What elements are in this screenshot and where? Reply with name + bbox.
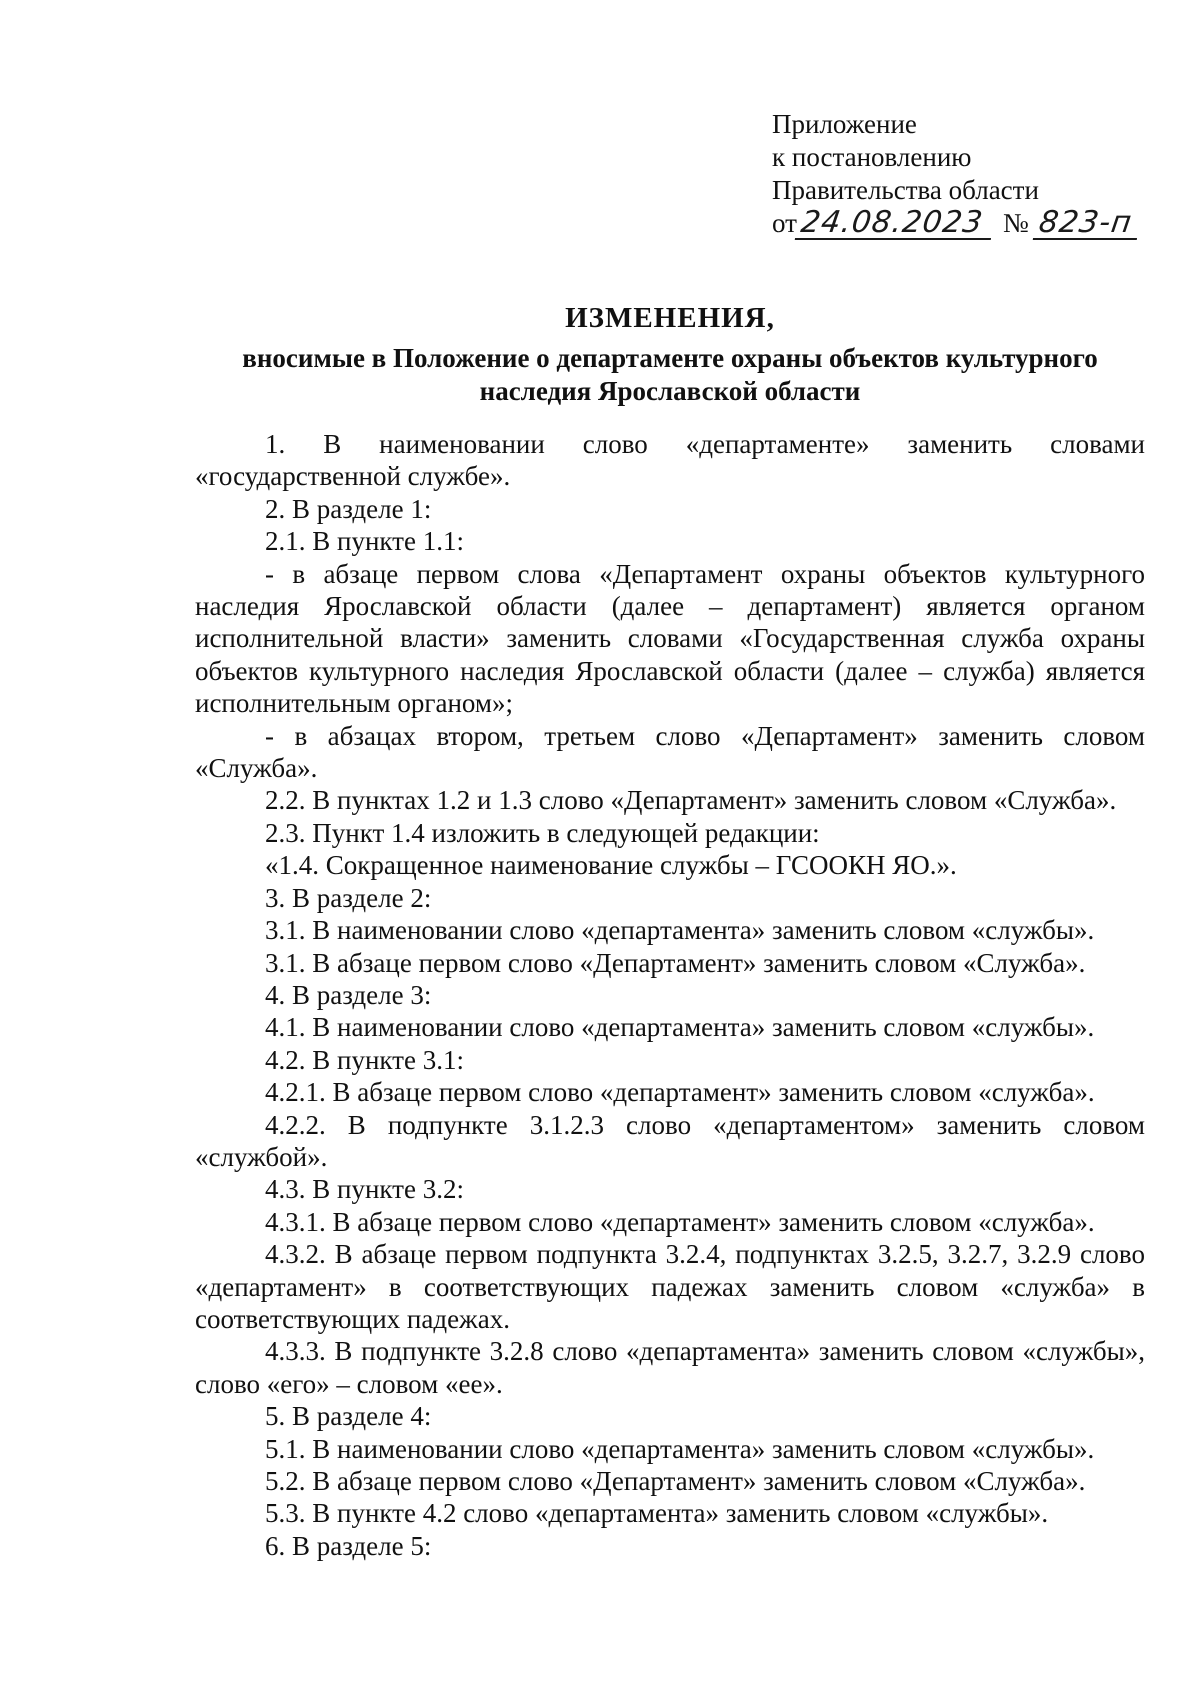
paragraph: 2.1. В пункте 1.1:	[265, 526, 464, 557]
date-prefix: от	[772, 208, 797, 238]
appendix-header	[772, 108, 1139, 240]
paragraph: 3.1. В наименовании слово «департамента» заменить словом «службы».	[265, 915, 1095, 946]
title-main: ИЗМЕНЕНИЯ,	[565, 302, 775, 334]
paragraph: 4.3.1. В абзаце первом слово «департамент» заменить словом «служба».	[265, 1206, 1095, 1237]
paragraph: 1. В наименовании слово «департаменте» заменить словами «государственной службе».	[195, 429, 1145, 492]
paragraph: - в абзаце первом слова «Департамент охраны объектов культурного наследия Ярославской области (далее – департамент) является органом исполнительной власти» заменить словами «Государственная служба охраны объектов культурного наследия Ярославской области (далее – служба) является исполнительным органом»;	[195, 558, 1145, 719]
appendix-resolution-ref: к постановлению	[772, 142, 972, 172]
paragraph: 4.1. В наименовании слово «департамента» заменить словом «службы».	[265, 1012, 1095, 1043]
paragraph: 4. В разделе 3:	[265, 979, 432, 1010]
paragraph: 5.2. В абзаце первом слово «Департамент» заменить словом «Служба».	[265, 1466, 1086, 1496]
paragraph: 4.2.1. В абзаце первом слово «департамент» заменить словом «служба».	[265, 1077, 1095, 1108]
paragraph: 4.3. В пункте 3.2:	[265, 1174, 464, 1205]
handwritten-date: 24.08.2023	[795, 208, 995, 240]
appendix-government-ref: Правительства области	[772, 175, 1039, 205]
document-body	[195, 428, 1145, 1562]
paragraph: 4.2. В пункте 3.1:	[265, 1044, 464, 1075]
paragraph: 2. В разделе 1:	[265, 493, 432, 524]
appendix-label: Приложение	[772, 109, 917, 139]
handwritten-number: 823-п	[1032, 208, 1140, 240]
appendix-date-line	[772, 207, 1139, 240]
paragraph: 3.1. В абзаце первом слово «Департамент» заменить словом «Служба».	[265, 947, 1086, 978]
paragraph: «1.4. Сокращенное наименование службы – ГСООКН ЯО.».	[265, 850, 957, 881]
paragraph: 5.1. В наименовании слово «департамента» заменить словом «службы».	[265, 1433, 1095, 1464]
paragraph: 4.2.2. В подпункте 3.1.2.3 слово «департаментом» заменить словом «службой».	[195, 1109, 1145, 1172]
paragraph: 5.3. В пункте 4.2 слово «департамента» заменить словом «службы».	[265, 1498, 1049, 1529]
paragraph: 4.3.3. В подпункте 3.2.8 слово «департамента» заменить словом «службы», слово «его» – словом «ее».	[195, 1336, 1145, 1399]
paragraph: 5. В разделе 4:	[265, 1401, 432, 1432]
paragraph: 2.2. В пунктах 1.2 и 1.3 слово «Департамент» заменить словом «Служба».	[265, 785, 1117, 816]
paragraph: 3. В разделе 2:	[265, 882, 432, 913]
paragraph: 4.3.2. В абзаце первом подпункта 3.2.4, подпунктах 3.2.5, 3.2.7, 3.2.9 слово «департамент» в соответствующих падежах заменить словом «служба» в соответствующих падежах.	[195, 1239, 1145, 1334]
paragraph: 6. В разделе 5:	[265, 1530, 432, 1561]
title-subtitle: вносимые в Положение о департаменте охраны объектов культурного наследия Ярославской области	[242, 343, 1098, 406]
paragraph: - в абзацах втором, третьем слово «Департамент» заменить словом «Служба».	[195, 720, 1145, 784]
paragraph: 2.3. Пункт 1.4 изложить в следующей редакции:	[265, 817, 820, 848]
number-sign: №	[1002, 208, 1029, 238]
document-title	[195, 300, 1145, 408]
